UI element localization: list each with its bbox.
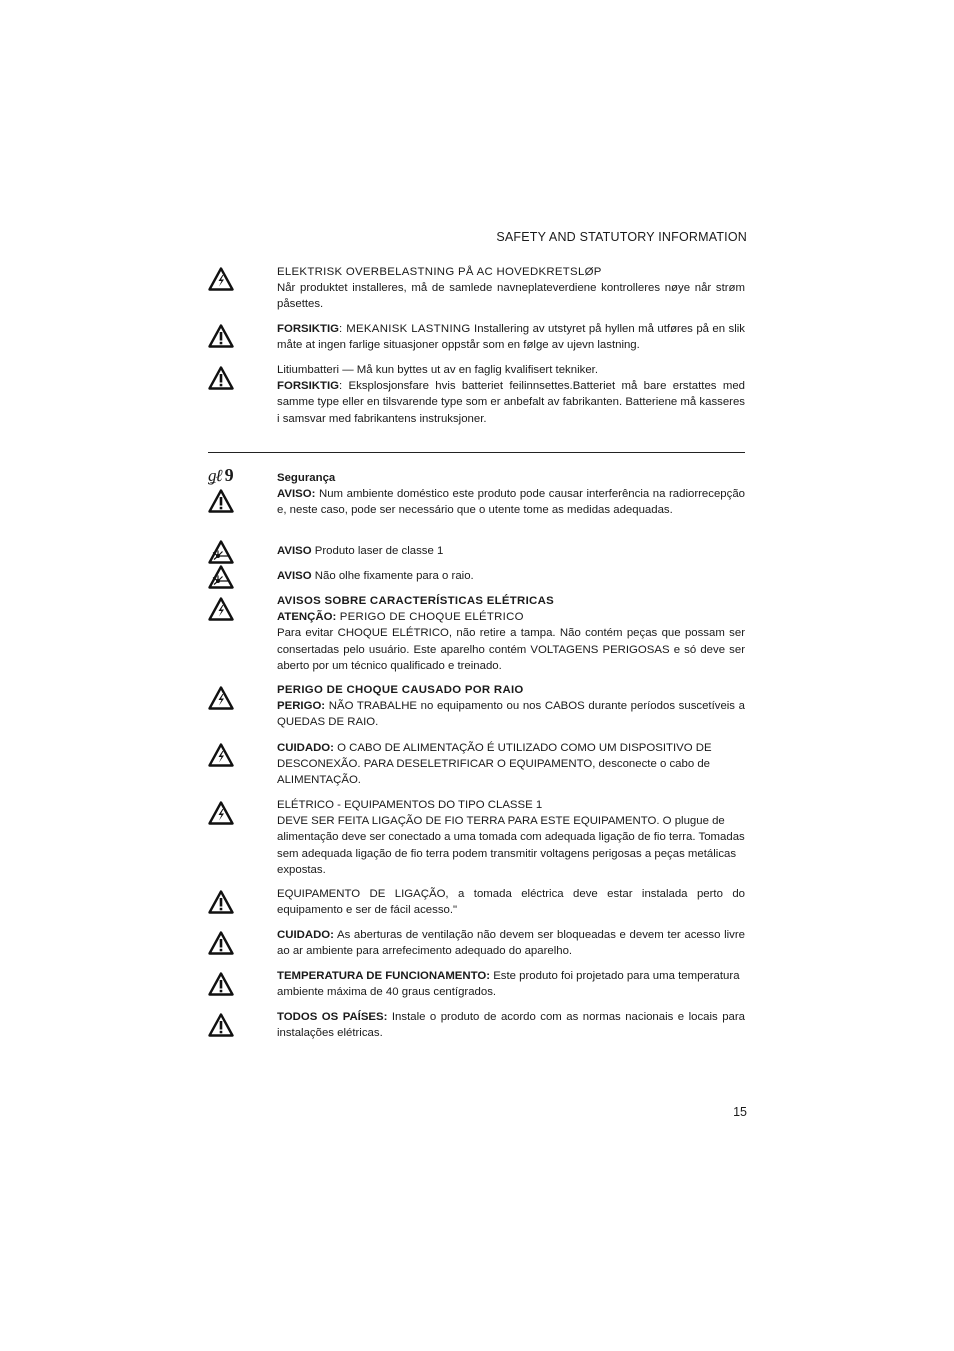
laser-warning-icon xyxy=(208,565,234,589)
pt-aviso-laser-2 xyxy=(277,568,745,584)
item-text: Når produktet installeres, må de samlede navneplateverdiene kontrolleres nøye når strøm påsettes. xyxy=(277,282,745,311)
item-caps: : MEKANISK LASTNING xyxy=(339,323,471,335)
item-caps: PERIGO DE CHOQUE ELÉTRICO xyxy=(336,611,524,624)
item-bold: TODOS OS PAÍSES: xyxy=(277,1011,388,1023)
warning-icon xyxy=(208,366,234,390)
page-header: SAFETY AND STATUTORY INFORMATION xyxy=(496,230,747,244)
item-bold: CUIDADO: xyxy=(277,929,334,941)
pt-aviso-laser-1 xyxy=(277,543,745,559)
language-glyph-icon: ǥℓ xyxy=(208,466,222,485)
item-text: Instale o produto de acordo com as normas nacionais e locais para instalações elétricas. xyxy=(277,1011,745,1040)
electric-warning-icon xyxy=(208,267,234,291)
item-text: DEVE SER FEITA LIGAÇÃO DE FIO TERRA PARA ESTE EQUIPAMENTO. O plugue de alimentação deve ser conectado a uma tomada com adequada ligação de fio terra. Tomadas sem adequada ligação de fio terra podem transmitir voltagens perigosas a peças metálicas expostas. xyxy=(277,815,745,876)
item-text: Installering av utstyret på hyllen må utføres på en slik måte at ingen farlige situasjoner oppstår som en følge av ujevn lastning. xyxy=(277,323,745,352)
norwegian-item-2 xyxy=(277,321,745,353)
item-text: Produto laser de classe 1 xyxy=(311,545,444,557)
laser-warning-icon xyxy=(208,540,234,564)
norwegian-item-1 xyxy=(277,264,745,313)
pt-classe-1 xyxy=(277,797,745,878)
page-number: 15 xyxy=(733,1105,747,1119)
item-bold: ATENÇÃO: xyxy=(277,611,337,624)
warning-icon xyxy=(208,324,234,348)
item-bold: TEMPERATURA DE FUNCIONAMENTO: xyxy=(277,970,491,982)
item-line: ELÉTRICO - EQUIPAMENTOS DO TIPO CLASSE 1 xyxy=(277,799,543,811)
item-text: NÃO TRABALHE no equipamento ou nos CABOS durante períodos suscetíveis a QUEDAS DE RAIO. xyxy=(277,700,745,729)
item-bold: FORSIKTIG xyxy=(277,323,340,335)
pt-todos-paises xyxy=(277,1009,745,1041)
pt-equipamento-ligacao xyxy=(277,886,745,918)
section-number: 9 xyxy=(224,465,234,485)
item-text: O CABO DE ALIMENTAÇÃO É UTILIZADO COMO UM DISPOSITIVO DE DESCONEXÃO. PARA DESELETRIFICAR O EQUIPAMENTO, desconecte o cabo de ALIMENTAÇÃO. xyxy=(277,742,712,787)
electric-warning-icon xyxy=(208,686,234,710)
item-heading: PERIGO DE CHOQUE CAUSADO POR RAIO xyxy=(277,684,524,696)
item-bold: AVISO xyxy=(277,570,312,582)
item-text: EQUIPAMENTO DE LIGAÇÃO, a tomada eléctrica deve estar instalada perto do equipamento e ser de fácil acesso." xyxy=(277,888,745,917)
item-heading: AVISOS SOBRE CARACTERÍSTICAS ELÉTRICAS xyxy=(277,595,554,607)
item-bold: PERIGO: xyxy=(277,700,326,713)
warning-icon xyxy=(208,1013,234,1037)
item-text: Este produto foi projetado para uma temperatura ambiente máxima de 40 graus centígrados. xyxy=(277,970,740,999)
item-heading: ELEKTRISK OVERBELASTNING PÅ AC HOVEDKRETSLØP xyxy=(277,266,602,278)
language-section-marker xyxy=(208,465,234,486)
warning-icon xyxy=(208,972,234,996)
item-bold: AVISO xyxy=(277,545,312,557)
item-text: : Eksplosjonsfare hvis batteriet feilinnsettes.Batteriet må bare erstattes med samme type eller en tilsvarende type som er anbefalt av fabrikanten. Batteriene må kasseres i samsvar med fabrikantens instruksjoner. xyxy=(277,380,745,425)
item-text: Para evitar CHOQUE ELÉTRICO, não retire a tampa. Não contém peças que possam ser consertadas pelo usuário. Este aparelho contém VOLTAGENS PERIGOSAS e só deve ser aberto por um técnico qualificado e treinado. xyxy=(277,627,745,672)
item-text: As aberturas de ventilação não devem ser bloqueadas e devem ter acesso livre ao ar ambiente para arrefecimento adequado do aparelho. xyxy=(277,929,745,958)
pt-temperatura xyxy=(277,968,745,1000)
pt-aviso-interferencia xyxy=(277,470,745,519)
norwegian-item-3 xyxy=(277,362,745,427)
item-line: Litiumbatteri — Må kun byttes ut av en faglig kvalifisert tekniker. xyxy=(277,364,598,376)
electric-warning-icon xyxy=(208,801,234,825)
item-text: Não olhe fixamente para o raio. xyxy=(311,570,474,582)
item-text: Num ambiente doméstico este produto pode causar interferência na radiorrecepção e, neste caso, pode ser necessário que o utente tome as medidas adequadas. xyxy=(277,488,745,517)
pt-cuidado-cabo xyxy=(277,740,745,789)
electric-warning-icon xyxy=(208,743,234,767)
item-bold: CUIDADO: xyxy=(277,742,334,754)
warning-icon xyxy=(208,489,234,513)
pt-cuidado-ventilacao xyxy=(277,927,745,959)
pt-avisos-eletricos xyxy=(277,593,745,674)
warning-icon xyxy=(208,931,234,955)
pt-perigo-raio xyxy=(277,682,745,731)
section-title: Segurança xyxy=(277,472,336,484)
warning-icon xyxy=(208,890,234,914)
item-bold: FORSIKTIG xyxy=(277,380,340,393)
section-divider xyxy=(208,452,745,453)
item-bold: AVISO: xyxy=(277,488,316,501)
electric-warning-icon xyxy=(208,597,234,621)
